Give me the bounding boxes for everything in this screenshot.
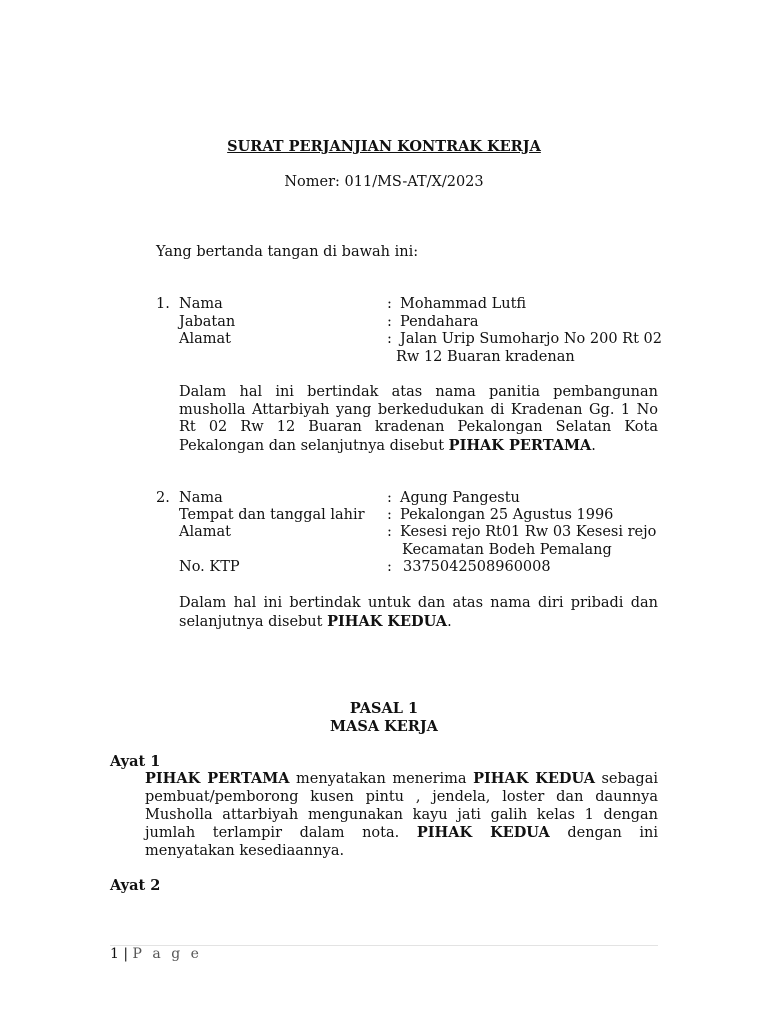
field-value: Kesesi rejo Rt01 Rw 03 Kesesi rejo — [400, 524, 657, 540]
party-one-description: Dalam hal ini bertindak atas nama panitia pembangunan musholla Attarbiyah yang berkedudukan di Kradenan Gg. 1 No Rt 02 Rw 12 Buaran kradenan Pekalongan Selatan Kota Pekalongan dan selanjutnya disebut PIHAK PERTAMA. — [179, 384, 658, 454]
field-value-continued: Kecamatan Bodeh Pemalang — [402, 542, 612, 558]
field-colon: : — [387, 490, 392, 506]
field-colon: : — [387, 559, 392, 575]
page-number: 1 — [110, 946, 119, 962]
field-label: Alamat — [179, 524, 231, 540]
field-colon: : — [387, 296, 392, 312]
field-value: Pendahara — [400, 314, 479, 330]
field-colon: : — [387, 524, 392, 540]
field-label: Nama — [179, 296, 223, 312]
list-number: 1. — [156, 296, 170, 312]
page-word: P a g e — [132, 946, 202, 962]
field-colon: : — [387, 331, 392, 347]
field-label: Tempat dan tanggal lahir — [179, 507, 365, 523]
footer-separator: | — [123, 946, 129, 962]
ayat-2-label: Ayat 2 — [110, 877, 161, 894]
intro-text: Yang bertanda tangan di bawah ini: — [156, 244, 419, 260]
field-value: 3375042508960008 — [403, 559, 551, 575]
field-value: Mohammad Lutfi — [400, 296, 527, 312]
field-label: Nama — [179, 490, 223, 506]
field-value: Pekalongan 25 Agustus 1996 — [400, 507, 614, 523]
field-label: No. KTP — [179, 559, 240, 575]
pasal-title: MASA KERJA — [330, 718, 438, 735]
page-footer — [110, 946, 202, 962]
party-two-description: Dalam hal ini bertindak untuk dan atas nama diri pribadi dan selanjutnya disebut PIHAK KEDUA. — [179, 595, 658, 630]
ayat-1-text: PIHAK PERTAMA menyatakan menerima PIHAK KEDUA sebagai pembuat/pemborong kusen pintu , jendela, loster dan daunnya Musholla attarbiyah mengunakan kayu jati galih kelas 1 dengan jumlah terlampir dalam nota. PIHAK KEDUA dengan ini menyatakan kesediaannya. — [145, 770, 658, 859]
field-colon: : — [387, 314, 392, 330]
field-value: Jalan Urip Sumoharjo No 200 Rt 02 — [400, 331, 662, 347]
field-label: Jabatan — [179, 314, 236, 330]
field-value: Agung Pangestu — [400, 490, 520, 506]
pasal-number: PASAL 1 — [349, 700, 419, 717]
ayat-1-label: Ayat 1 — [110, 753, 161, 770]
field-label: Alamat — [179, 331, 231, 347]
field-colon: : — [387, 507, 392, 523]
list-number: 2. — [156, 490, 170, 506]
field-value-continued: Rw 12 Buaran kradenan — [396, 349, 575, 365]
document-number: Nomer: 011/MS-AT/X/2023 — [284, 174, 484, 190]
document-title: SURAT PERJANJIAN KONTRAK KERJA — [227, 138, 541, 155]
